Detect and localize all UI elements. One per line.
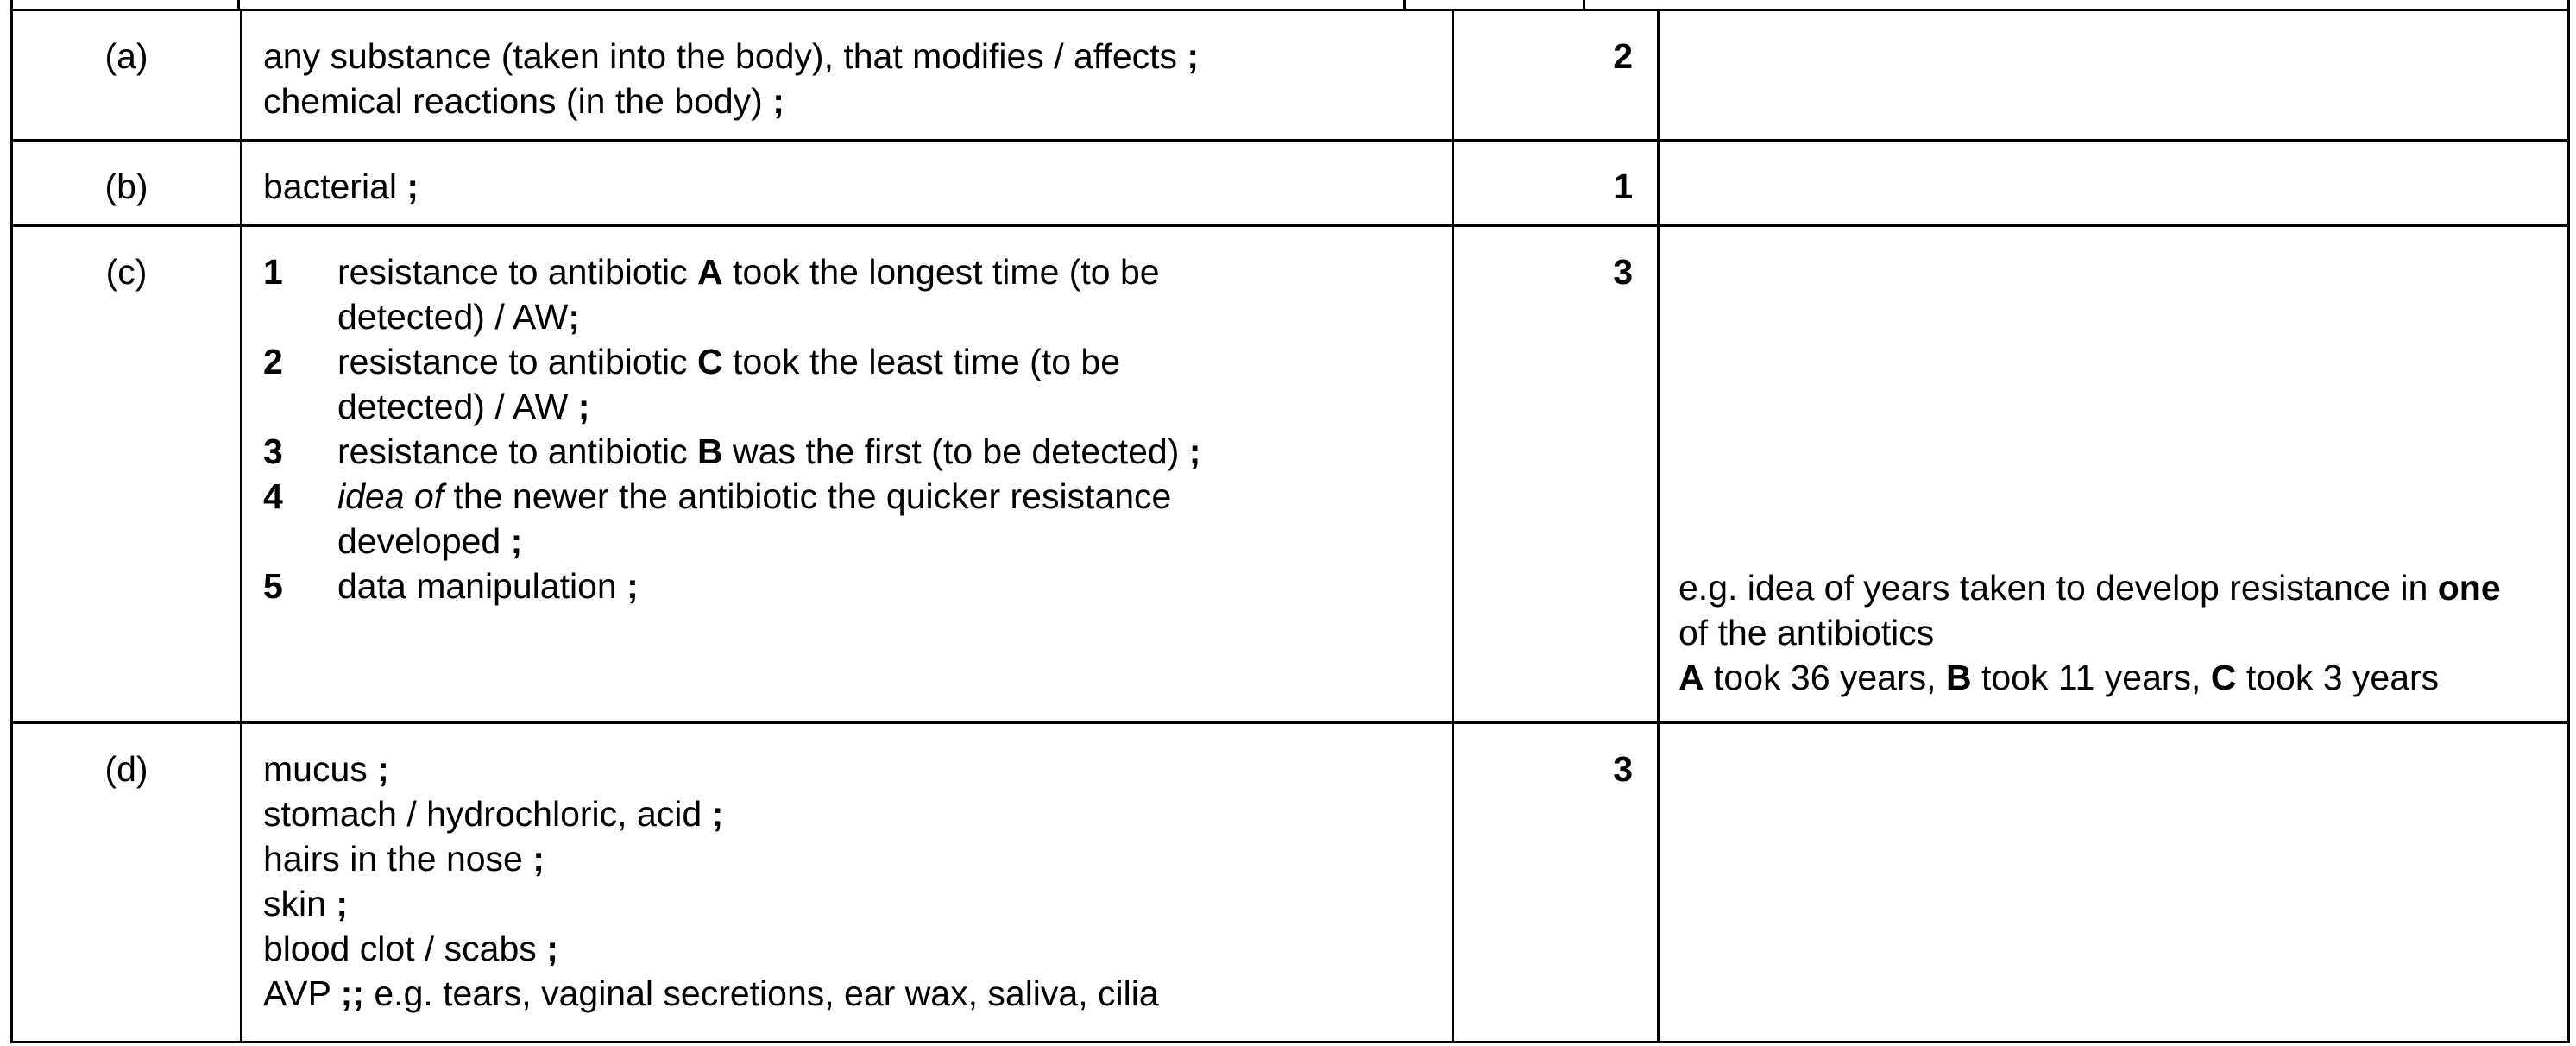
- guidance-cell: [1659, 10, 2569, 141]
- mark-separator: ;: [546, 929, 558, 968]
- answer-line: [263, 926, 1431, 971]
- question-part-label: (d): [12, 723, 242, 1043]
- point-number: 1: [263, 252, 283, 292]
- table-row: [12, 10, 2569, 141]
- mark-separator: ;: [627, 566, 639, 606]
- guidance-emphasis: one: [2437, 568, 2501, 608]
- antibiotic-label: C: [2210, 658, 2237, 697]
- mark-separator: ;: [377, 749, 389, 789]
- marking-point: [263, 564, 1431, 608]
- marks-cell: 1: [1453, 141, 1659, 226]
- answer-line: [263, 34, 1431, 79]
- mark-separator: ;: [510, 521, 523, 561]
- guidance-text: took 11 years,: [1971, 658, 2211, 697]
- answer-line: [263, 747, 1431, 791]
- guidance-line: [1678, 655, 2550, 700]
- marking-point: [263, 429, 1431, 474]
- question-part-label: (a): [12, 10, 242, 141]
- point-text: was the first (to be detected): [722, 432, 1180, 471]
- guidance-cell: [1659, 141, 2569, 226]
- mark-separator: ;: [577, 387, 590, 426]
- mark-separator: ;: [406, 167, 419, 206]
- point-text-italic: idea of: [337, 476, 444, 516]
- marks-cell: 2: [1453, 10, 1659, 141]
- antibiotic-label: B: [697, 432, 723, 471]
- answer-cell: [242, 141, 1453, 226]
- point-number: 2: [263, 342, 283, 381]
- marking-point: [263, 339, 1431, 429]
- answer-line: [263, 836, 1431, 881]
- question-part-label: (c): [12, 226, 242, 723]
- mark-separator: ;: [1188, 432, 1201, 471]
- antibiotic-label: A: [697, 252, 723, 292]
- point-text: the newer the antibiotic the quicker resistance: [444, 476, 1172, 516]
- mark-scheme-table: [10, 9, 2570, 1043]
- guidance-cell: [1659, 226, 2569, 723]
- answer-line: [263, 791, 1431, 836]
- answer-text: bacterial: [263, 167, 397, 206]
- mark-separator: ;: [568, 297, 581, 337]
- marking-point: [263, 249, 1431, 339]
- mark-separator: ;: [336, 884, 348, 923]
- marks-cell: 3: [1453, 723, 1659, 1043]
- point-text: developed: [337, 521, 501, 561]
- mark-separator: ;: [532, 839, 545, 879]
- point-text: data manipulation: [337, 566, 617, 606]
- answer-line: [263, 164, 1431, 209]
- guidance-text: e.g. idea of years taken to develop resistance in: [1678, 568, 2438, 608]
- answer-text: AVP: [263, 974, 331, 1013]
- answer-text: mucus: [263, 749, 368, 789]
- table-row: [12, 226, 2569, 723]
- answer-text: hairs in the nose: [263, 839, 523, 879]
- table-row: [12, 141, 2569, 226]
- point-text: resistance to antibiotic: [337, 342, 698, 381]
- point-text: detected) / AW: [337, 297, 569, 337]
- answer-text: skin: [263, 884, 326, 923]
- answer-text: any substance (taken into the body), that modifies / affects: [263, 36, 1178, 76]
- antibiotic-label: C: [697, 342, 723, 381]
- point-text: resistance to antibiotic: [337, 252, 698, 292]
- mark-separator: ;: [711, 794, 724, 834]
- guidance-text: took 36 years,: [1704, 658, 1946, 697]
- answer-text: chemical reactions (in the body): [263, 81, 763, 121]
- antibiotic-label: B: [1945, 658, 1972, 697]
- point-text: detected) / AW: [337, 387, 569, 426]
- answer-text: e.g. tears, vaginal secretions, ear wax, saliva, cilia: [363, 974, 1159, 1013]
- question-part-label: (b): [12, 141, 242, 226]
- answer-line-avp: [263, 971, 1431, 1016]
- table-row: [12, 723, 2569, 1043]
- answer-text: stomach / hydrochloric, acid: [263, 794, 702, 834]
- marks-cell: 3: [1453, 226, 1659, 723]
- mark-separator: ;: [772, 81, 784, 121]
- point-text: took the least time (to be: [722, 342, 1121, 381]
- answer-cell: [242, 226, 1453, 723]
- guidance-cell: [1659, 723, 2569, 1043]
- guidance-line: of the antibiotics: [1678, 613, 1935, 652]
- point-number: 3: [263, 432, 283, 471]
- guidance-line: [1678, 565, 2550, 610]
- answer-line: [263, 881, 1431, 926]
- point-number: 5: [263, 566, 283, 606]
- marking-point: [263, 474, 1431, 564]
- answer-line: [263, 79, 1431, 123]
- guidance-text: took 3 years: [2236, 658, 2440, 697]
- antibiotic-label: A: [1678, 658, 1704, 697]
- point-text: resistance to antibiotic: [337, 432, 698, 471]
- answer-cell: [242, 10, 1453, 141]
- answer-cell: [242, 723, 1453, 1043]
- answer-text: blood clot / scabs: [263, 929, 537, 968]
- point-text: took the longest time (to be: [722, 252, 1160, 292]
- mark-separator: ;;: [340, 974, 364, 1013]
- mark-separator: ;: [1187, 36, 1200, 76]
- point-number: 4: [263, 476, 283, 516]
